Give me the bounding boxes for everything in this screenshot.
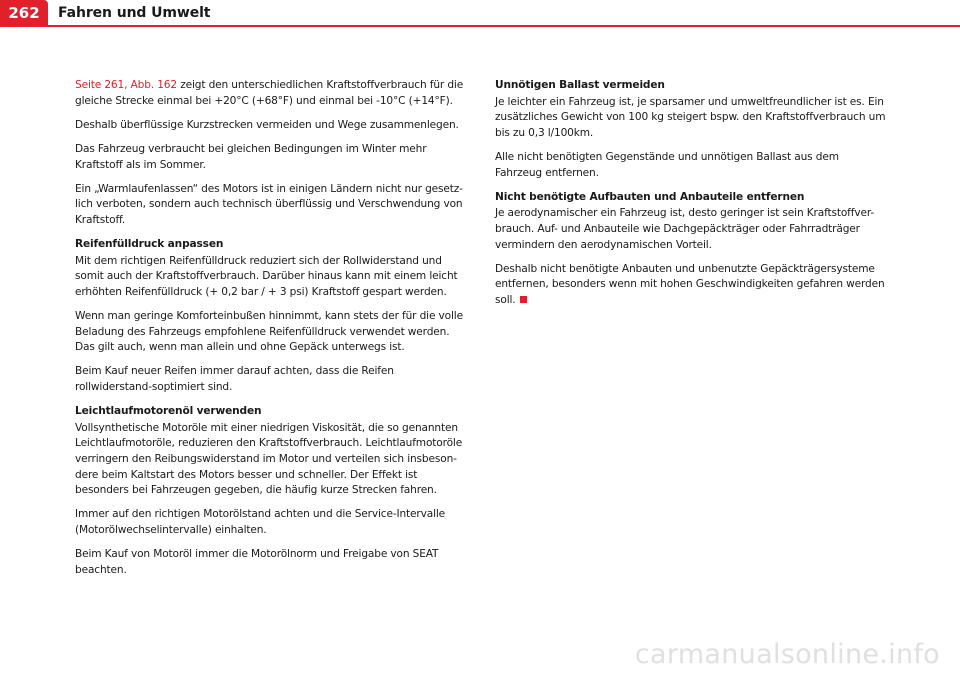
heading-roof-racks: Nicht benötigte Aufbauten und Anbauteile entfernen	[495, 190, 805, 203]
header-rule	[0, 25, 960, 27]
paragraph-oil-norm: Beim Kauf von Motoröl immer die Motorölnorm und Freigabe von SEAT beachten.	[75, 548, 439, 576]
page-header	[0, 0, 960, 28]
heading-tire-pressure: Reifenfülldruck anpassen	[75, 238, 224, 251]
paragraph-remove-items: Alle nicht benötigten Gegenstände und unnötigen Ballast aus dem Fahrzeug entfernen.	[495, 150, 839, 179]
paragraph-temperature	[75, 78, 471, 109]
paragraph-oil-level: Immer auf den richtigen Motorölstand achten und die Service-Intervalle (Motorölwechselintervalle) einhalten.	[75, 508, 446, 536]
paragraph-new-tires: Beim Kauf neuer Reifen immer darauf achten, dass die Reifen rollwiderstand-soptimiert sind.	[75, 365, 394, 394]
left-column	[75, 78, 471, 587]
paragraph-full-load-pressure: Wenn man geringe Komforteinbußen hinnimmt, kann stets der für die volle Beladung des Fahrzeugs empfohlene Reifenfülldruck verwendet werden. Das gilt auch, wenn man allein und ohne Gepäck unterwegs ist.	[75, 310, 463, 354]
chapter-title: Fahren und Umwelt	[58, 5, 211, 21]
section-end-icon	[520, 296, 527, 303]
heading-ballast: Unnötigen Ballast vermeiden	[495, 79, 665, 91]
paragraph-winter: Das Fahrzeug verbraucht bei gleichen Bedingungen im Winter mehr Kraftstoff als im Sommer.	[75, 142, 427, 171]
right-column	[495, 78, 887, 317]
watermark: carmanualsonline.info	[634, 639, 940, 670]
paragraph-weight: Je leichter ein Fahrzeug ist, je sparsamer und umweltfreundlicher ist es. Ein zusätzliches Gewicht von 100 kg steigert bspw. den Kraftstoffverbrauch um bis zu 0,3 l/100km.	[495, 95, 886, 139]
paragraph-synthetic-oil: Vollsynthetische Motoröle mit einer niedrigen Viskosität, die so genannten Leichtlaufmotoröle, reduzieren den Kraftstoffverbrauch. Leichtlaufmotoröle verringern den Reibungswiderstand im Motor und verteilen sich insbeson-dere beim Kaltstart des Motors besser und schneller. Der Effekt ist besonders bei Fahrzeugen gegeben, die häufig kurze Strecken fahren.	[75, 421, 463, 497]
paragraph-warm-up: Ein „Warmlaufenlassen“ des Motors ist in einigen Ländern nicht nur gesetz-lich verboten, sondern auch technisch überflüssig und Verschwendung von Kraftstoff.	[75, 182, 463, 226]
page-number: 262	[0, 0, 48, 26]
paragraph-remove-racks	[495, 262, 887, 309]
paragraph-aerodynamics: Je aerodynamischer ein Fahrzeug ist, desto geringer ist sein Kraftstoffver-brauch. Auf- und Anbauteile wie Dachgepäckträger oder Fahrradträger vermindern den aerodynamischen Vorteil.	[495, 207, 875, 251]
paragraph-tire-pressure: Mit dem richtigen Reifenfülldruck reduziert sich der Rollwiderstand und somit auch der Kraftstoffverbrauch. Darüber hinaus kann mit einem leicht erhöhten Reifenfülldruck (+ 0,2 bar / + 3 psi) Kraftstoff gespart werden.	[75, 254, 458, 298]
paragraph-text: Deshalb nicht benötigte Anbauten und unbenutzte Gepäckträgersysteme entfernen, besonders wenn mit hohen Geschwindigkeiten gefahren werden soll.	[495, 262, 885, 306]
figure-reference-link[interactable]: Seite 261, Abb. 162	[75, 79, 177, 91]
paragraph-text: zeigt den unterschiedlichen Kraftstoffverbrauch für die gleiche Strecke einmal bei +20°C (+68°F) und einmal bei -10°C (+14°F).	[75, 79, 464, 107]
paragraph-short-trips: Deshalb überflüssige Kurzstrecken vermeiden und Wege zusammenlegen.	[75, 118, 459, 131]
heading-engine-oil: Leichtlaufmotorenöl verwenden	[75, 405, 262, 418]
